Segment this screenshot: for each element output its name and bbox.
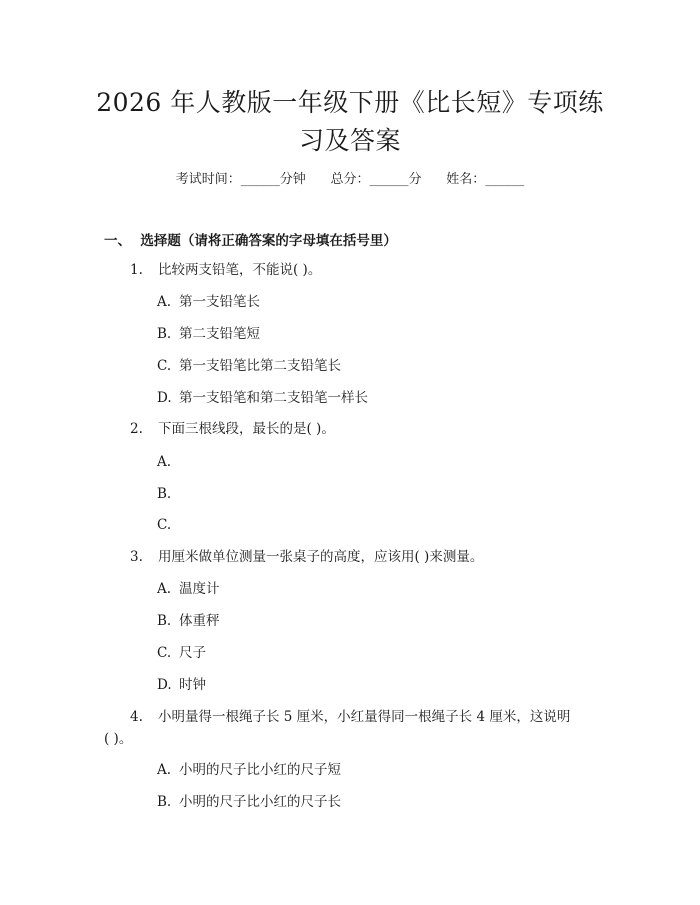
option-letter: D. (157, 677, 172, 693)
question-number: 3. (130, 549, 143, 565)
option-letter: C. (157, 517, 172, 533)
option-letter: C. (157, 358, 172, 374)
option-text: 第一支铅笔和第二支铅笔一样长 (179, 390, 368, 406)
option-letter: A. (157, 581, 172, 597)
option-3a (157, 578, 220, 600)
option-3d (157, 674, 206, 696)
option-2c (157, 514, 179, 536)
question-text-continued: ( )。 (104, 731, 133, 747)
option-letter: B. (157, 613, 172, 629)
option-text: 第一支铅笔长 (179, 294, 260, 310)
question-text: 下面三根线段，最长的是( )。 (158, 421, 335, 437)
question-2 (130, 418, 590, 440)
option-letter: A. (157, 454, 172, 470)
option-letter: A. (157, 294, 172, 310)
title-line-1: 2026 年人教版一年级下册《比长短》专项练 (96, 88, 604, 117)
option-1c (157, 355, 341, 377)
option-text: 第一支铅笔比第二支铅笔长 (179, 358, 341, 374)
section-heading: 一、 选择题（请将正确答案的字母填在括号里） (104, 233, 397, 249)
page-title (60, 84, 640, 160)
title-line-2: 习及答案 (298, 126, 401, 155)
option-4b (157, 791, 341, 813)
question-text: 小明量得一根绳子长 5 厘米，小红量得同一根绳子长 4 厘米，这说明 (158, 709, 571, 725)
option-text: 第二支铅笔短 (179, 326, 260, 342)
option-3b (157, 610, 220, 632)
option-letter: D. (157, 390, 172, 406)
option-3c (157, 642, 206, 664)
question-4 (104, 706, 594, 750)
question-number: 1. (130, 262, 143, 278)
option-2a (157, 451, 179, 473)
question-text: 比较两支铅笔，不能说( )。 (158, 262, 322, 278)
question-1 (130, 259, 590, 281)
option-text: 尺子 (179, 645, 206, 661)
option-text: 时钟 (179, 677, 206, 693)
option-letter: A. (157, 762, 172, 778)
option-letter: B. (157, 326, 172, 342)
option-1d (157, 387, 368, 409)
option-text: 温度计 (179, 581, 220, 597)
question-number: 2. (130, 421, 143, 437)
question-number: 4. (130, 709, 143, 725)
option-letter: B. (157, 486, 172, 502)
option-text: 小明的尺子比小红的尺子短 (179, 762, 341, 778)
option-text: 体重秤 (179, 613, 220, 629)
exam-info-line: 考试时间：______分钟 总分：______分 姓名：______ (175, 172, 525, 187)
option-letter: C. (157, 645, 172, 661)
option-1b (157, 323, 260, 345)
option-letter: B. (157, 794, 172, 810)
option-text: 小明的尺子比小红的尺子长 (179, 794, 341, 810)
option-4a (157, 759, 341, 781)
option-2b (157, 483, 179, 505)
question-3 (130, 546, 590, 568)
option-1a (157, 291, 260, 313)
question-text: 用厘米做单位测量一张桌子的高度，应该用( )来测量。 (158, 549, 484, 565)
